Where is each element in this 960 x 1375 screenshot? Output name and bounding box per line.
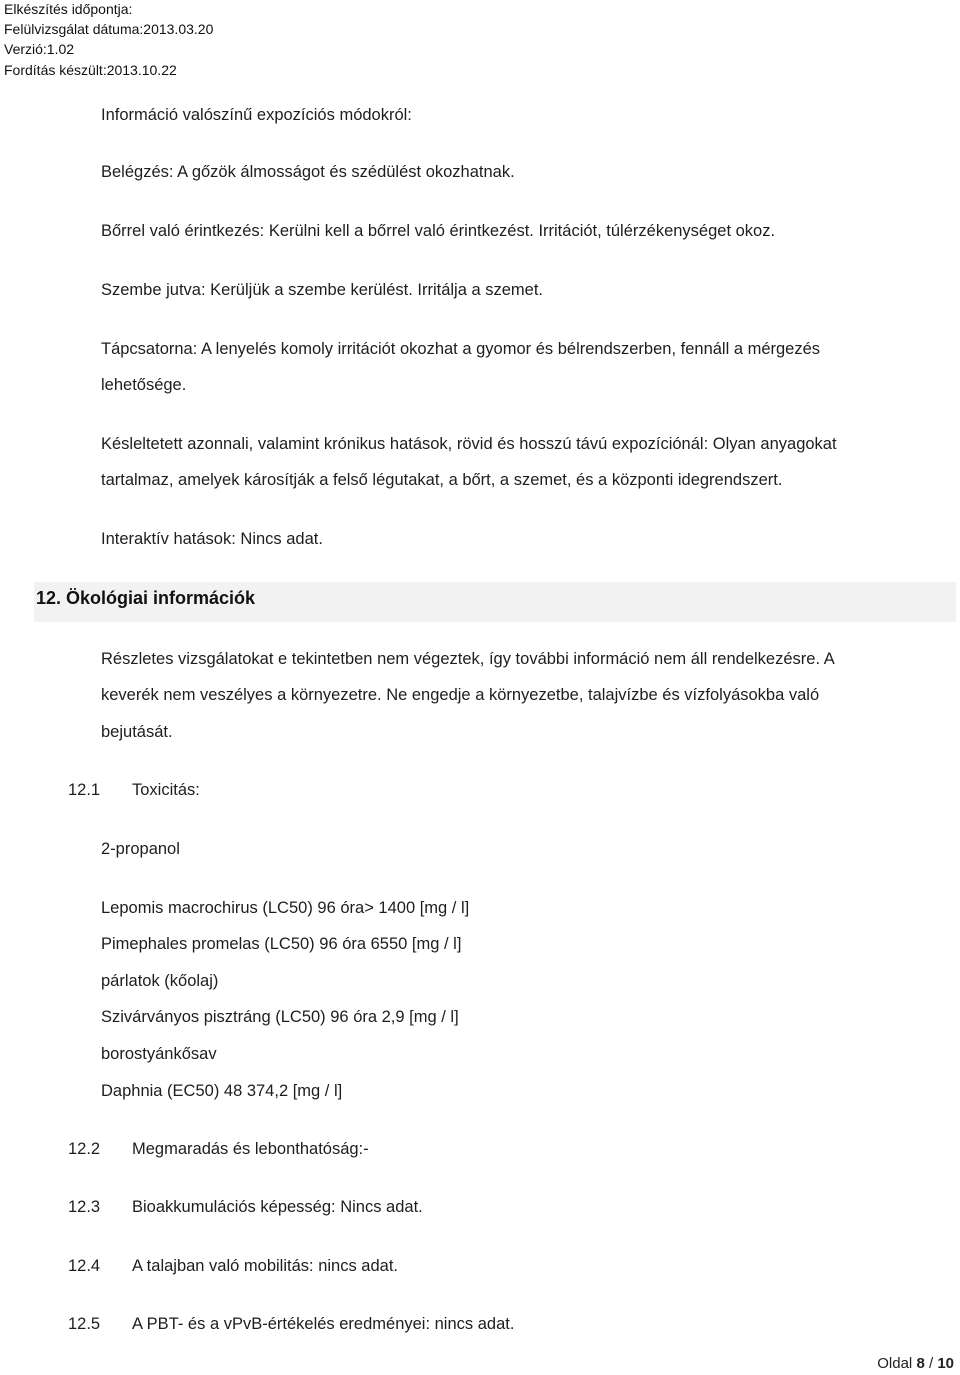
subsection-12-4-number: 12.4 (68, 1257, 101, 1275)
page-separator: / (928, 1355, 934, 1372)
subsection-12-3-number: 12.3 (68, 1198, 101, 1216)
subsection-12-4-label: A talajban való mobilitás: nincs adat. (132, 1257, 398, 1275)
subsection-12-5-number: 12.5 (68, 1315, 101, 1333)
header-created-date: Elkészítés időpontja: (4, 1, 133, 17)
subsection-12-5-label: A PBT- és a vPvB-értékelés eredményei: nincs adat. (132, 1315, 515, 1333)
toxicity-value: Szivárványos pisztráng (LC50) 96 óra 2,9 [mg / l] (101, 1008, 459, 1026)
exposure-heading: Információ valószínű expozíciós módokról: (101, 106, 412, 124)
section-12-intro-line2: keverék nem veszélyes a környezetre. Ne engedje a környezetbe, talajvízbe és vízfolyásokba való (101, 686, 820, 704)
exposure-skin: Bőrrel való érintkezés: Kerülni kell a bőrrel való érintkezést. Irritációt, túlérzékenységet okoz. (101, 222, 776, 240)
exposure-delayed-line2: tartalmaz, amelyek károsítják a felső légutakat, a bőrt, a szemet, és a központi idegrendszert. (101, 471, 783, 489)
subsection-12-1-label: Toxicitás: (132, 781, 200, 799)
substance-name: 2-propanol (101, 840, 180, 858)
subsection-12-3-label: Bioakkumulációs képesség: Nincs adat. (132, 1198, 423, 1216)
subsection-12-2-label: Megmaradás és lebonthatóság:- (132, 1140, 369, 1158)
toxicity-value: Pimephales promelas (LC50) 96 óra 6550 [mg / l] (101, 935, 462, 953)
section-12-title: 12. Ökológiai információk (36, 588, 256, 608)
page-number (877, 1355, 954, 1372)
header-translation-date: Fordítás készült:2013.10.22 (4, 62, 177, 78)
subsection-12-2-number: 12.2 (68, 1140, 101, 1158)
substance-name: párlatok (kőolaj) (101, 972, 219, 990)
exposure-inhalation: Belégzés: A gőzök álmosságot és szédülést okozhatnak. (101, 163, 515, 181)
exposure-ingestion-line1: Tápcsatorna: A lenyelés komoly irritációt okozhat a gyomor és bélrendszerben, fennáll a mérgezés (101, 340, 821, 358)
header-version: Verzió:1.02 (4, 41, 75, 57)
exposure-delayed-line1: Késleltetett azonnali, valamint krónikus hatások, rövid és hosszú távú expozíciónál: Olyan anyagokat (101, 435, 837, 453)
header-review-date: Felülvizsgálat dátuma:2013.03.20 (4, 21, 214, 37)
page-current: 8 (916, 1355, 925, 1372)
section-12-intro-line1: Részletes vizsgálatokat e tekintetben nem végeztek, így további információ nem áll rendelkezésre. A (101, 650, 835, 668)
subsection-12-1-number: 12.1 (68, 781, 101, 799)
page-total: 10 (937, 1355, 954, 1372)
page-label: Oldal (877, 1355, 913, 1372)
toxicity-value: Daphnia (EC50) 48 374,2 [mg / l] (101, 1082, 343, 1100)
exposure-eye: Szembe jutva: Kerüljük a szembe kerülést. Irritálja a szemet. (101, 281, 544, 299)
exposure-interactive: Interaktív hatások: Nincs adat. (101, 530, 323, 548)
section-12-intro-line3: bejutását. (101, 723, 173, 741)
substance-name: borostyánkősav (101, 1045, 217, 1063)
toxicity-value: Lepomis macrochirus (LC50) 96 óra> 1400 [mg / l] (101, 899, 470, 917)
exposure-ingestion-line2: lehetősége. (101, 376, 187, 394)
